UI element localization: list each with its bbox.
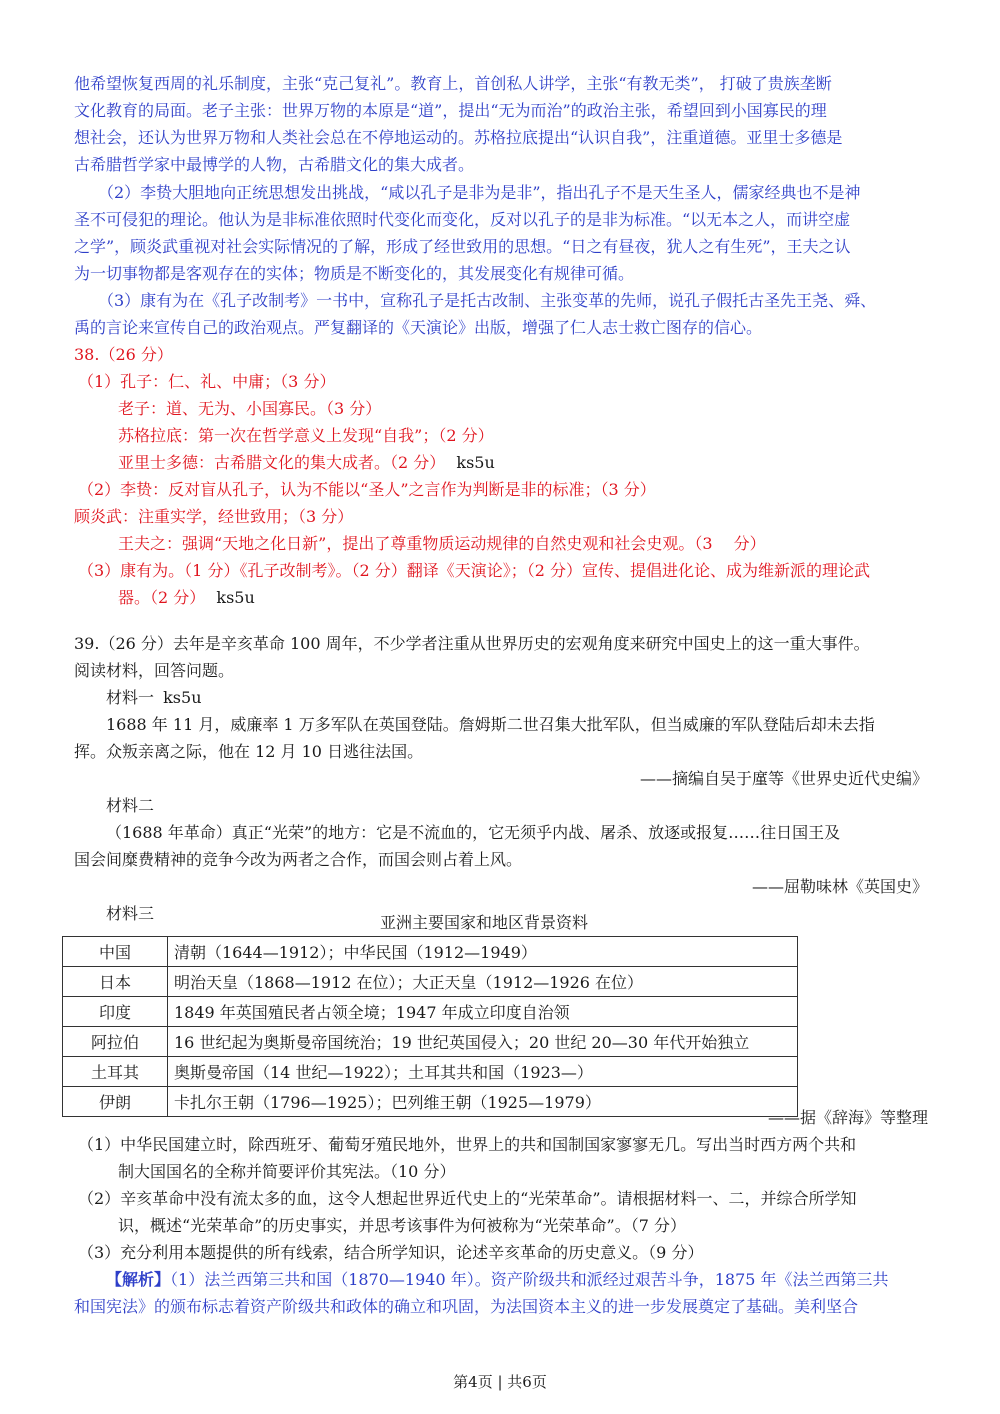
table-row (63, 967, 798, 997)
table-cell-region: 伊朗 (63, 1087, 168, 1117)
answer37-part3-line: 禹的言论来宣传自己的政治观点。严复翻译的《天演论》出版，增强了仁人志士救亡图存的信心。 (74, 318, 763, 337)
answer38-aristotle-row (118, 452, 495, 474)
answer38-laozi: 老子：道、无为、小国寡民。（3 分） (118, 399, 382, 418)
question39-subq1: （1）中华民国建立时，除西班牙、葡萄牙殖民地外，世界上的共和国制国家寥寥无几。写出当时西方两个共和 (78, 1135, 857, 1154)
material1-text: 挥。众叛亲离之际，他在 12 月 10 日逃往法国。 (74, 742, 424, 761)
table-row (63, 1057, 798, 1087)
table-cell-region: 阿拉伯 (63, 1027, 168, 1057)
answer38-confucius: （1）孔子：仁、礼、中庸；（3 分） (78, 372, 336, 391)
question39-intro: 39.（26 分）去年是辛亥革命 100 周年，不少学者注重从世界历史的宏观角度来研究中国史上的这一重大事件。 (74, 634, 870, 653)
answer37-part2-line: （2）李贽大胆地向正统思想发出挑战，“咸以孔子是非为是非”，指出孔子不是天生圣人，儒家经典也不是神 (98, 183, 861, 202)
answer37-line: 文化教育的局面。老子主张：世界万物的本原是“道”，提出“无为而治”的政治主张，希望回到小国寡民的理 (74, 101, 827, 120)
analysis-line-row (106, 1269, 889, 1291)
answer37-line: 他希望恢复西周的礼乐制度，主张“克己复礼”。教育上，首创私人讲学，主张“有教无类”， 打破了贵族垄断 (74, 74, 832, 93)
answer38-header: 38.（26 分） (74, 345, 173, 364)
table-cell-info: 1849 年英国殖民者占领全境；1947 年成立印度自治领 (168, 997, 798, 1027)
table-row (63, 937, 798, 967)
table-caption: 亚洲主要国家和地区背景资料 (380, 913, 589, 932)
watermark-text: ks5u (216, 588, 255, 607)
material1-title: 材料一 (106, 688, 155, 707)
table-cell-info: 卡扎尔王朝（1796—1925）；巴列维王朝（1925—1979） (168, 1087, 798, 1117)
table-row (63, 997, 798, 1027)
table-row (63, 1087, 798, 1117)
watermark-text: ks5u (456, 453, 495, 472)
material3-title: 材料三 (106, 904, 155, 923)
answer38-kang-cont: 器。（2 分） (118, 588, 206, 607)
table-cell-region: 日本 (63, 967, 168, 997)
answer38-gu: 顾炎武：注重实学，经世致用；（3 分） (74, 507, 354, 526)
answer38-wang: 王夫之：强调“天地之化日新”，提出了尊重物质运动规律的自然史观和社会史观。（3 分） (118, 534, 766, 553)
table-cell-info: 明治天皇（1868—1912 在位）；大正天皇（1912—1926 在位） (168, 967, 798, 997)
analysis-text: 和国宪法》的颁布标志着资产阶级共和政体的确立和巩固，为法国资本主义的进一步发展奠定了基础。美利坚合 (74, 1297, 859, 1316)
table-cell-region: 土耳其 (63, 1057, 168, 1087)
answer38-socrates: 苏格拉底：第一次在哲学意义上发现“自我”；（2 分） (118, 426, 494, 445)
answer37-line: 想社会，还认为世界万物和人类社会总在不停地运动的。苏格拉底提出“认识自我”，注重道德。亚里士多德是 (74, 128, 843, 147)
table-cell-info: 16 世纪起为奥斯曼帝国统治；19 世纪英国侵入；20 世纪 20—30 年代开始独立 (168, 1027, 798, 1057)
answer37-part2-line: 之学”，顾炎武重视对社会实际情况的了解，形成了经世致用的思想。“日之有昼夜，犹人之有生死”，王夫之认 (74, 237, 851, 256)
table-body (63, 937, 798, 1117)
answer38-lizhi: （2）李贽：反对盲从孔子，认为不能以“圣人”之言作为判断是非的标准；（3 分） (78, 480, 656, 499)
material2-text: 国会间糜费精神的竞争今改为两者之合作，而国会则占着上风。 (74, 850, 523, 869)
answer37-part2-line: 圣不可侵犯的理论。他认为是非标准依照时代变化而变化，反对以孔子的是非为标准。“以无本之人，而讲空虚 (74, 210, 851, 229)
answer38-kang-cont-row (118, 587, 255, 609)
table-source: ——据《辞海》等整理 (767, 1108, 928, 1127)
answer38-kang: （3）康有为。（1 分）《孔子改制考》。（2 分）翻译《天演论》；（2 分）宣传、提倡进化论、成为维新派的理论武 (78, 561, 870, 580)
question39-subq2: （2）辛亥革命中没有流太多的血，这令人想起世界近代史上的“光荣革命”。请根据材料一、二，并综合所学知 (78, 1189, 857, 1208)
answer37-line: 古希腊哲学家中最博学的人物，古希腊文化的集大成者。 (74, 155, 475, 174)
table-cell-region: 中国 (63, 937, 168, 967)
material1-source: ——摘编自吴于廑等《世界史近代史编》 (639, 769, 928, 788)
background-table (62, 936, 798, 1117)
table-cell-region: 印度 (63, 997, 168, 1027)
material2-source: ——屈勒味林《英国史》 (751, 877, 928, 896)
question39-subq2: 识，概述“光荣革命”的历史事实，并思考该事件为何被称为“光荣革命”。（7 分） (118, 1216, 686, 1235)
analysis-label: 【解析】 (106, 1270, 171, 1289)
answer38-aristotle: 亚里士多德：古希腊文化的集大成者。（2 分） (118, 453, 446, 472)
material1-title-row (106, 687, 202, 709)
table-cell-info: 奥斯曼帝国（14 世纪—1922）；土耳其共和国（1923—） (168, 1057, 798, 1087)
question39-subq1: 制大国国名的全称并简要评价其宪法。（10 分） (118, 1162, 456, 1181)
watermark-text: ks5u (163, 688, 202, 707)
question39-subq3: （3）充分利用本题提供的所有线索，结合所学知识，论述辛亥革命的历史意义。（9 分） (78, 1243, 704, 1262)
table-row (63, 1027, 798, 1057)
material1-text: 1688 年 11 月，威廉率 1 万多军队在英国登陆。詹姆斯二世召集大批军队，但当威廉的军队登陆后却未去指 (106, 715, 875, 734)
page-footer: 第4页 | 共6页 (453, 1373, 547, 1391)
answer37-part2-line: 为一切事物都是客观存在的实体；物质是不断变化的，其发展变化有规律可循。 (74, 264, 635, 283)
table-cell-info: 清朝（1644—1912）；中华民国（1912—1949） (168, 937, 798, 967)
material2-title: 材料二 (106, 796, 155, 815)
analysis-text: （1）法兰西第三共和国（1870—1940 年）。资产阶级共和派经过艰苦斗争，1875 年《法兰西第三共 (170, 1270, 889, 1289)
answer37-part3-line: （3）康有为在《孔子改制考》一书中，宣称孔子是托古改制、主张变革的先师，说孔子假托古圣先王尧、舜、 (98, 291, 877, 310)
material2-text: （1688 年革命）真正“光荣”的地方：它是不流血的，它无须乎内战、屠杀、放逐或报复……往日国王及 (106, 823, 841, 842)
question39-intro: 阅读材料，回答问题。 (74, 661, 235, 680)
